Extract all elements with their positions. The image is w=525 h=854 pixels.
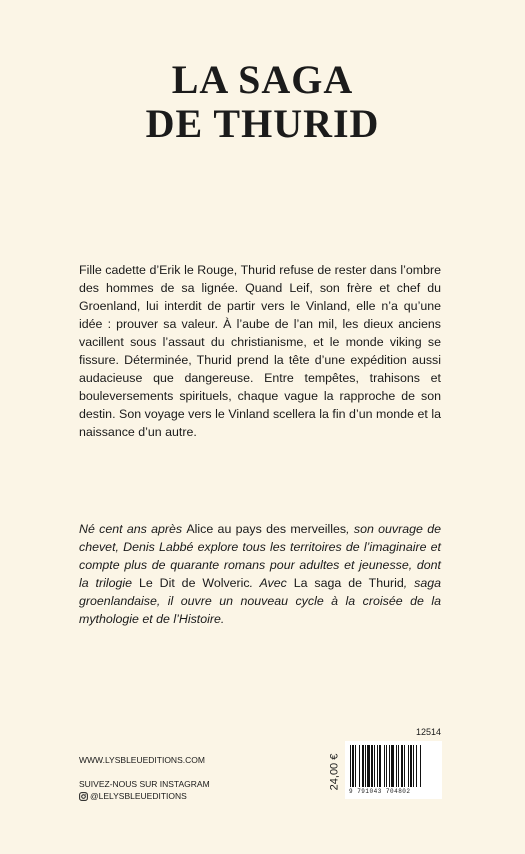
barcode-bar xyxy=(413,745,414,787)
barcode-bar xyxy=(404,745,405,787)
bio-part-7: , saga groenlandaise, il ouvre un nouveau cycle à la croisée de la mythologie et de l’Histoire. xyxy=(79,576,441,626)
author-bio xyxy=(79,520,441,628)
bio-part-1: Né cent ans après xyxy=(79,522,187,536)
instagram-follow-label: SUIVEZ-NOUS SUR INSTAGRAM xyxy=(79,779,210,789)
barcode-bar xyxy=(365,745,366,787)
isbn-number: 9 791043 704802 xyxy=(349,788,411,795)
barcode-bar xyxy=(379,745,381,787)
barcode-bar xyxy=(389,745,390,787)
barcode-bar xyxy=(420,745,421,787)
barcode-bar xyxy=(362,745,364,787)
instagram-handle-text: @LELYSBLEUEDITIONS xyxy=(90,791,187,801)
barcode-bar xyxy=(371,745,373,787)
barcode-bar xyxy=(410,745,412,787)
barcode-bar xyxy=(398,745,399,787)
barcode-bar xyxy=(367,745,370,787)
barcode-bar xyxy=(374,745,375,787)
barcode-bar xyxy=(416,745,417,787)
barcode-bar xyxy=(355,745,356,787)
barcode-bar xyxy=(377,745,378,787)
website-link[interactable]: WWW.LYSBLEUEDITIONS.COM xyxy=(79,755,205,765)
bio-part-3: , son ouvrage de chevet, Denis Labbé explore tous les territoires de l’imaginaire et compte plus de quarante romans pour adultes et jeunesse, dont la trilogie xyxy=(79,522,441,590)
barcode-bar xyxy=(391,745,394,787)
bio-book-alice: Alice au pays des merveilles xyxy=(186,522,347,536)
title-line-2: DE THURID xyxy=(145,101,380,146)
price-label xyxy=(327,746,341,798)
isbn-barcode xyxy=(345,741,442,799)
barcode-bar xyxy=(352,745,354,787)
barcode-bar xyxy=(386,745,387,787)
title-line-1: LA SAGA xyxy=(171,57,354,102)
instagram-handle[interactable] xyxy=(79,791,187,801)
price-text: 24,00 € xyxy=(328,753,341,791)
bio-book-thurid: La saga de Thurid xyxy=(293,576,404,590)
barcode-bars xyxy=(349,745,438,787)
barcode-bar xyxy=(350,745,351,787)
bio-part-5: . Avec xyxy=(249,576,294,590)
instagram-icon xyxy=(79,792,88,801)
barcode-bar xyxy=(384,745,385,787)
bio-book-wolveric: Le Dit de Wolveric xyxy=(138,576,250,590)
product-code: 12514 xyxy=(415,727,441,737)
barcode-bar xyxy=(401,745,403,787)
back-cover-blurb: Fille cadette d’Erik le Rouge, Thurid refuse de rester dans l’ombre des hommes de sa lignée. Quand Leif, son frère et chef du Groenland, lui interdit de partir vers le Vinland, elle n’a qu’une idée : prouver sa valeur. À l’aube de l’an mil, les dieux anciens vacillent sous l’assaut du christianisme, et le monde viking se fissure. Déterminée, Thurid prend la tête d’une expédition aussi audacieuse que dangereuse. Entre tempêtes, trahisons et bouleversements spirituels, chaque vague la rapproche de son destin. Son voyage vers le Vinland scellera la fin d’un monde et la naissance d’un autre. xyxy=(79,263,441,439)
barcode-bar xyxy=(396,745,397,787)
barcode-bar xyxy=(408,745,409,787)
barcode-bar xyxy=(359,745,360,787)
